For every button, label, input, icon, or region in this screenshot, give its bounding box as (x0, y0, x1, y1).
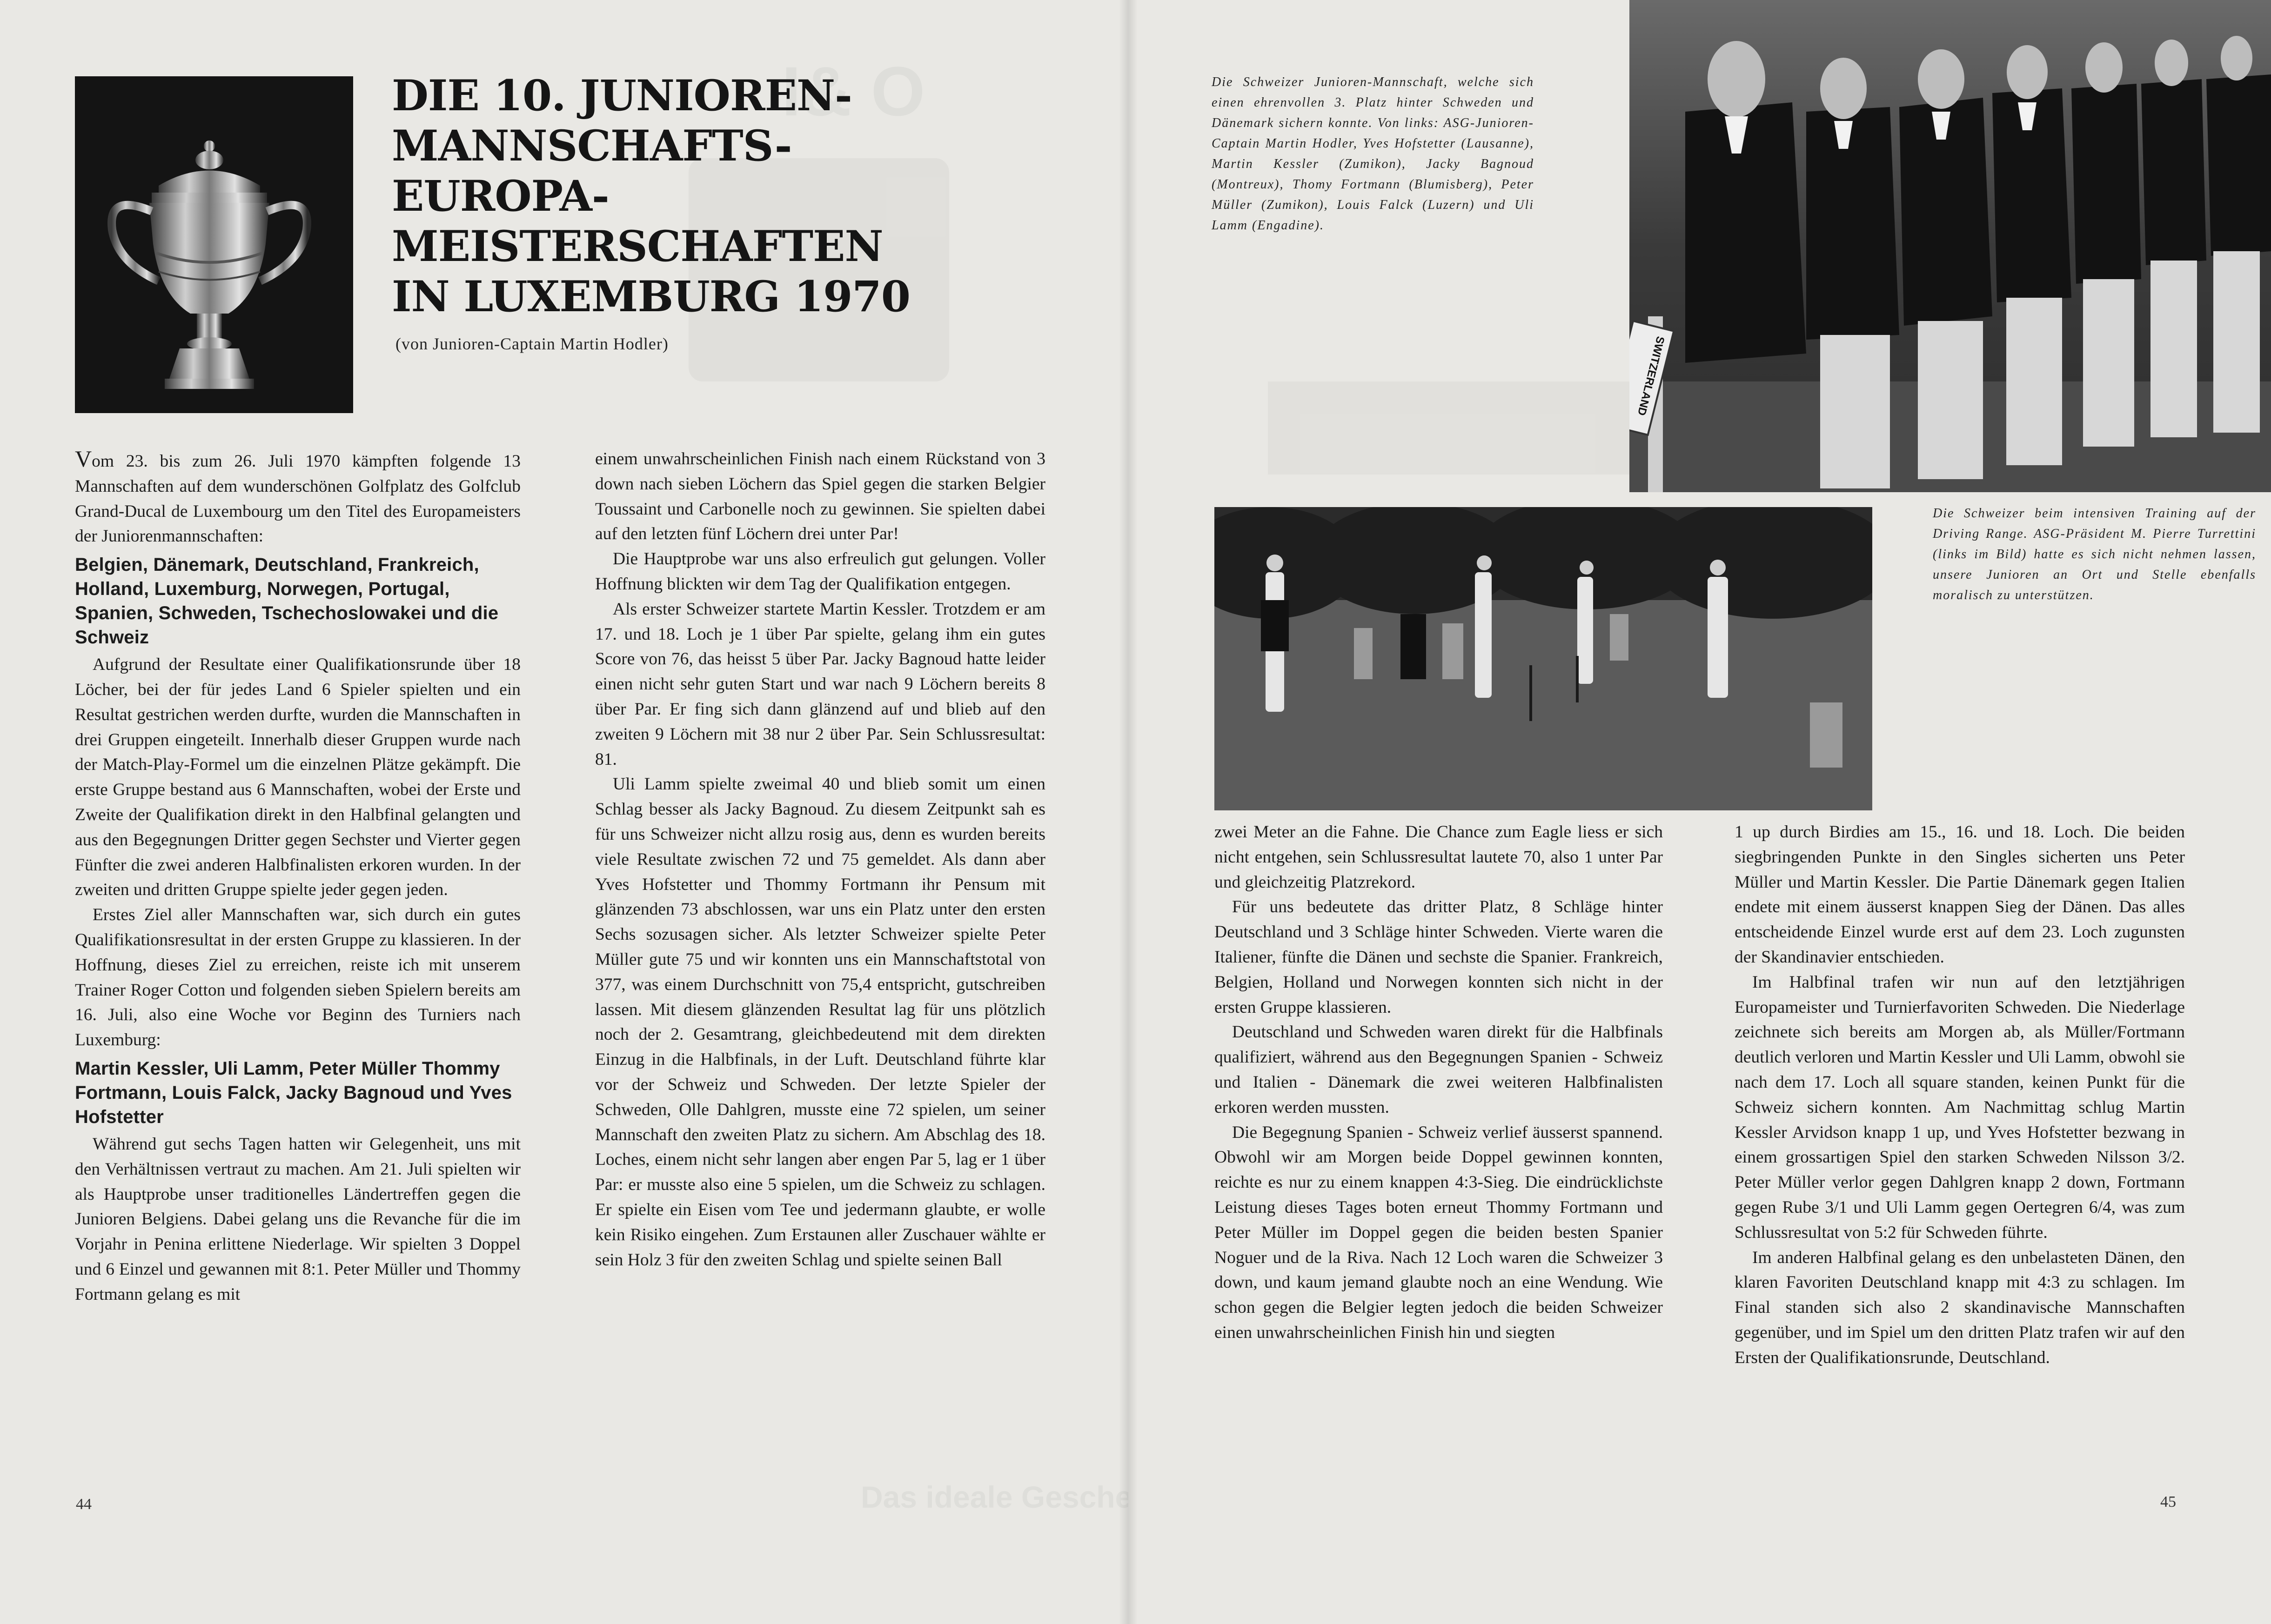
bleed-through-shape (1268, 381, 1687, 475)
paragraph: Im anderen Halbfinal gelang es den unbelasteten Dänen, den klaren Favoriten Deutschland knapp mit 4:3 zu schlagen. Im Final standen sich also 2 skandinavische Mannschaften gegenüber, und im Spiel um den dritten Platz trafen wir auf den Ersten der Qualifikationsrunde, Deutschland. (1735, 1248, 2185, 1367)
bleed-through-text (861, 1479, 1128, 1515)
byline: (von Junioren-Captain Martin Hodler) (395, 334, 669, 353)
trophy-illustration (75, 76, 353, 413)
training-photo (1214, 507, 1872, 810)
text-column-1 (75, 447, 521, 1307)
title-line: IN LUXEMBURG 1970 (392, 272, 911, 321)
paragraph: Die Begegnung Spanien - Schweiz verlief äusserst spannend. Obwohl wir am Morgen beide Doppel gewinnen konnten, reichte es nur zu einem knappen 4:3-Sieg. Die eindrücklichste Leistung dieses Tages boten erneut Thommy Fortmann und Peter Müller im Doppel gegen die beiden besten Spanier Noguer und de la Riva. Nach 12 Loch waren die Schweizer 3 down, und kaum jemand glaubte noch an eine Wendung. Wie schon gegen die Belgier legten jedoch die beiden Schweizer einen unwahrscheinlichen Finish hin und siegten (1214, 1123, 1663, 1342)
paragraph: einem unwahrscheinlichen Finish nach einem Rückstand von 3 down nach sieben Löchern das Spiel gegen die starken Belgier Toussaint und Carbonelle noch zu gewinnen. Sie spielten dabei auf den letzten fünf Löchern drei unter Par! (595, 449, 1045, 544)
country-list: Belgien, Dänemark, Deutschland, Frankreich, Holland, Luxemburg, Norwegen, Portugal, Spanien, Schweden, Tschechoslowakei und die Schweiz (75, 555, 499, 648)
title-line: MANNSCHAFTS- (392, 121, 792, 171)
paragraph-text: om 23. bis zum 26. Juli 1970 kämpften folgende 13 Mannschaften auf dem wunderschönen Golfplatz des Golfclub Grand-Ducal de Luxembourg um den Titel des Europameisters der Juniorenmannschaften: (75, 452, 521, 546)
team-photo-illustration (1629, 0, 2271, 492)
page-number: 44 (76, 1496, 92, 1513)
paragraph: Für uns bedeutete das dritter Platz, 8 Schläge hinter Deutschland und 3 Schläge hinter Schweden. Vierte waren die Italiener, fünfte die Dänen und sechste die Spanier. Frankreich, Belgien, Holland und Norwegen konnten sich nicht in der ersten Gruppe klassieren. (1214, 897, 1663, 1017)
paragraph: Deutschland und Schweden waren direkt für die Halbfinals qualifiziert, während aus den Begegnungen Spanien - Schweiz und Italien - Dänemark die zwei weiteren Halbfinalisten erkoren werden mussten. (1214, 1023, 1663, 1117)
trophy-photo (75, 76, 353, 413)
paragraph: Als erster Schweizer startete Martin Kessler. Trotzdem er am 17. und 18. Loch je 1 über Par spielte, gelang ihm ein gutes Score von 76, das heisst 5 über Par. Jacky Bagnoud hatte leider einen nicht sehr guten Start und war nach 9 Löchern bereits 8 über Par. Er fing sich dann glänzend auf und blieb auf den zweiten 9 Löchern mit 38 nur 2 über Par. Sein Schlussresultat: 81. (595, 599, 1045, 769)
paragraph: Uli Lamm spielte zweimal 40 und blieb somit um einen Schlag besser als Jacky Bagnoud. Zu diesem Zeitpunkt sah es für uns Schweizer nicht allzu rosig aus, denn es wurden bereits viele Resultate zwischen 72 und 75 gemeldet. Als dann aber Yves Hofstetter und Thommy Fortmann ihr Pensum mit glänzenden 73 abschlossen, war uns ein Platz unter den ersten Sechs sozusagen sicher. Als letzter Schweizer spielte Peter Müller gute 75 und wir konnten uns ein Mannschaftstotal von 377, was einem Durchschnitt von 75,4 entspricht, gutschreiben lassen. Mit diesem glänzenden Resultat lag für uns plötzlich noch der 2. Gesamtrang, gleichbedeutend mit dem direkten Einzug in die Halbfinals, in der Luft. Deutschland führte klar vor der Schweiz und Schweden. Der letzte Spieler der Schweden, Olle Dahlgren, musste eine 72 spielen, um seiner Mannschaft den zweiten Platz zu sichern. Am Abschlag des 18. Loches, einem nicht sehr langen aber engen Par 5, lag er 1 über Par: er musste also eine 5 spielen, um die Schweiz zu schlagen. Er spielte ein Eisen vom Tee und jedermann glaubte, er wolle kein Risiko eingehen. Zum Erstaunen aller Zuschauer wählte er sein Holz 3 für den zweiten Schlag und spielte seinen Ball (595, 775, 1045, 1270)
left-page (0, 0, 1128, 1624)
paragraph: 1 up durch Birdies am 15., 16. und 18. Loch. Die beiden siegbringenden Punkte in den Singles sicherten uns Peter Müller und Martin Kessler. Die Partie Dänemark gegen Italien endete mit einem äusserst knappen Sieg der Dänen. Das alles entscheidende Einzel wurde erst auf dem 23. Loch zugunsten der Skandinavier entschieden. (1735, 822, 2185, 967)
text-column-4 (1735, 820, 2185, 1370)
team-photo-caption: Die Schweizer Junioren-Mannschaft, welche sich einen ehrenvollen 3. Platz hinter Schweden und Dänemark sichern konnte. Von links: ASG-Junioren-Captain Martin Hodler, Yves Hofstetter (Lausanne), Martin Kessler (Zumikon), Jacky Bagnoud (Montreux), Thomy Fortmann (Blumisberg), Peter Müller (Zumikon), Louis Falck (Luzern) und Uli Lamm (Engadine). (1212, 75, 1534, 233)
right-page (1128, 0, 2271, 1624)
training-photo-illustration (1214, 507, 1872, 810)
paragraph: zwei Meter an die Fahne. Die Chance zum Eagle liess er sich nicht entgehen, sein Schlussresultat lautete 70, also 1 unter Par und gleichzeitig Platzrekord. (1214, 822, 1663, 892)
paragraph: Während gut sechs Tagen hatten wir Gelegenheit, uns mit den Verhältnissen vertraut zu machen. Am 21. Juli spielten wir als Hauptprobe unser traditionelles Ländertreffen gegen die Junioren Belgiens. Dabei gelang uns die Revanche für die im Vorjahr in Penina erlittene Niederlage. Wir spielten 3 Doppel und 6 Einzel und gewannen mit 8:1. Peter Müller und Thommy Fortmann gelang es mit (75, 1134, 521, 1304)
paragraph: Im Halbfinal trafen wir nun auf den letztjährigen Europameister und Turnierfavoriten Schweden. Die Niederlage zeichnete sich bereits am Morgen ab, als Müller/Fortmann deutlich verloren und Martin Kessler und Uli Lamm, obwohl sie nach dem 17. Loch all square standen, keinen Punkt für die Schweiz sichern konnten. Am Nachmittag schlug Martin Kessler Arvidson knapp 1 up, und Yves Hofstetter bezwang in einem grossartigen Spiel den starken Schweden Nilsson 3/2. Peter Müller verlor gegen Dahlgren knapp 2 down, Fortmann gegen Rube 3/1 und Uli Lamm gegen Oertegren 6/4, was zum Schlussresultat von 5:2 für Schweden führte. (1735, 972, 2185, 1242)
team-photo-sign: SWITZERLAND (1635, 335, 1667, 417)
title-line: EUROPA-MEISTERSCHAFTEN (392, 172, 883, 271)
paragraph (75, 447, 521, 549)
page-number: 45 (2160, 1493, 2176, 1510)
text-column-2 (595, 447, 1045, 1272)
text-column-3 (1214, 820, 1663, 1345)
title-line: DIE 10. JUNIOREN- (392, 71, 852, 120)
paragraph: Aufgrund der Resultate einer Qualifikationsrunde über 18 Löcher, bei der für jedes Land 6 Spieler spielten und ein Resultat gestrichen werden durfte, wurden die Mannschaften in drei Gruppen eingeteilt. Innerhalb dieser Gruppen wurde nach der Match-Play-Formel um die einzelnen Plätze gekämpft. Die erste Gruppe bestand aus 6 Mannschaften, wobei der Erste und Zweite der Qualifikation direkt in den Halbfinal gelangten und aus den Begegnungen Dritter gegen Sechster und Vierter gegen Fünfter die zwei anderen Halbfinalisten erkoren wurden. In der zweiten und dritten Gruppe spielte jeder gegen jeden. (75, 655, 521, 900)
team-photo (1629, 0, 2271, 492)
player-list: Martin Kessler, Uli Lamm, Peter Müller Thommy Fortmann, Louis Falck, Jacky Bagnoud und Yves Hofstetter (75, 1058, 512, 1127)
training-photo-caption: Die Schweizer beim intensiven Training auf der Driving Range. ASG-Präsident M. Pierre Turrettini (links im Bild) hatte es sich nicht nehmen lassen, unsere Junioren an Ort und Stelle ebenfalls moralisch zu unterstützen. (1933, 506, 2256, 602)
article-title (392, 71, 1043, 322)
paragraph: Erstes Ziel aller Mannschaften war, sich durch ein gutes Qualifikationsresultat in der ersten Gruppe zu klassieren. In der Hoffnung, dieses Ziel zu erreichen, reiste ich mit unserem Trainer Roger Cotton und folgenden sieben Spielern bereits am 16. Juli, also eine Woche vor Beginn des Turniers nach Luxemburg: (75, 905, 521, 1050)
paragraph: Die Hauptprobe war uns also erfreulich gut gelungen. Voller Hoffnung blickten wir dem Tag der Qualifikation entgegen. (595, 549, 1045, 594)
dropcap: V (75, 446, 92, 472)
